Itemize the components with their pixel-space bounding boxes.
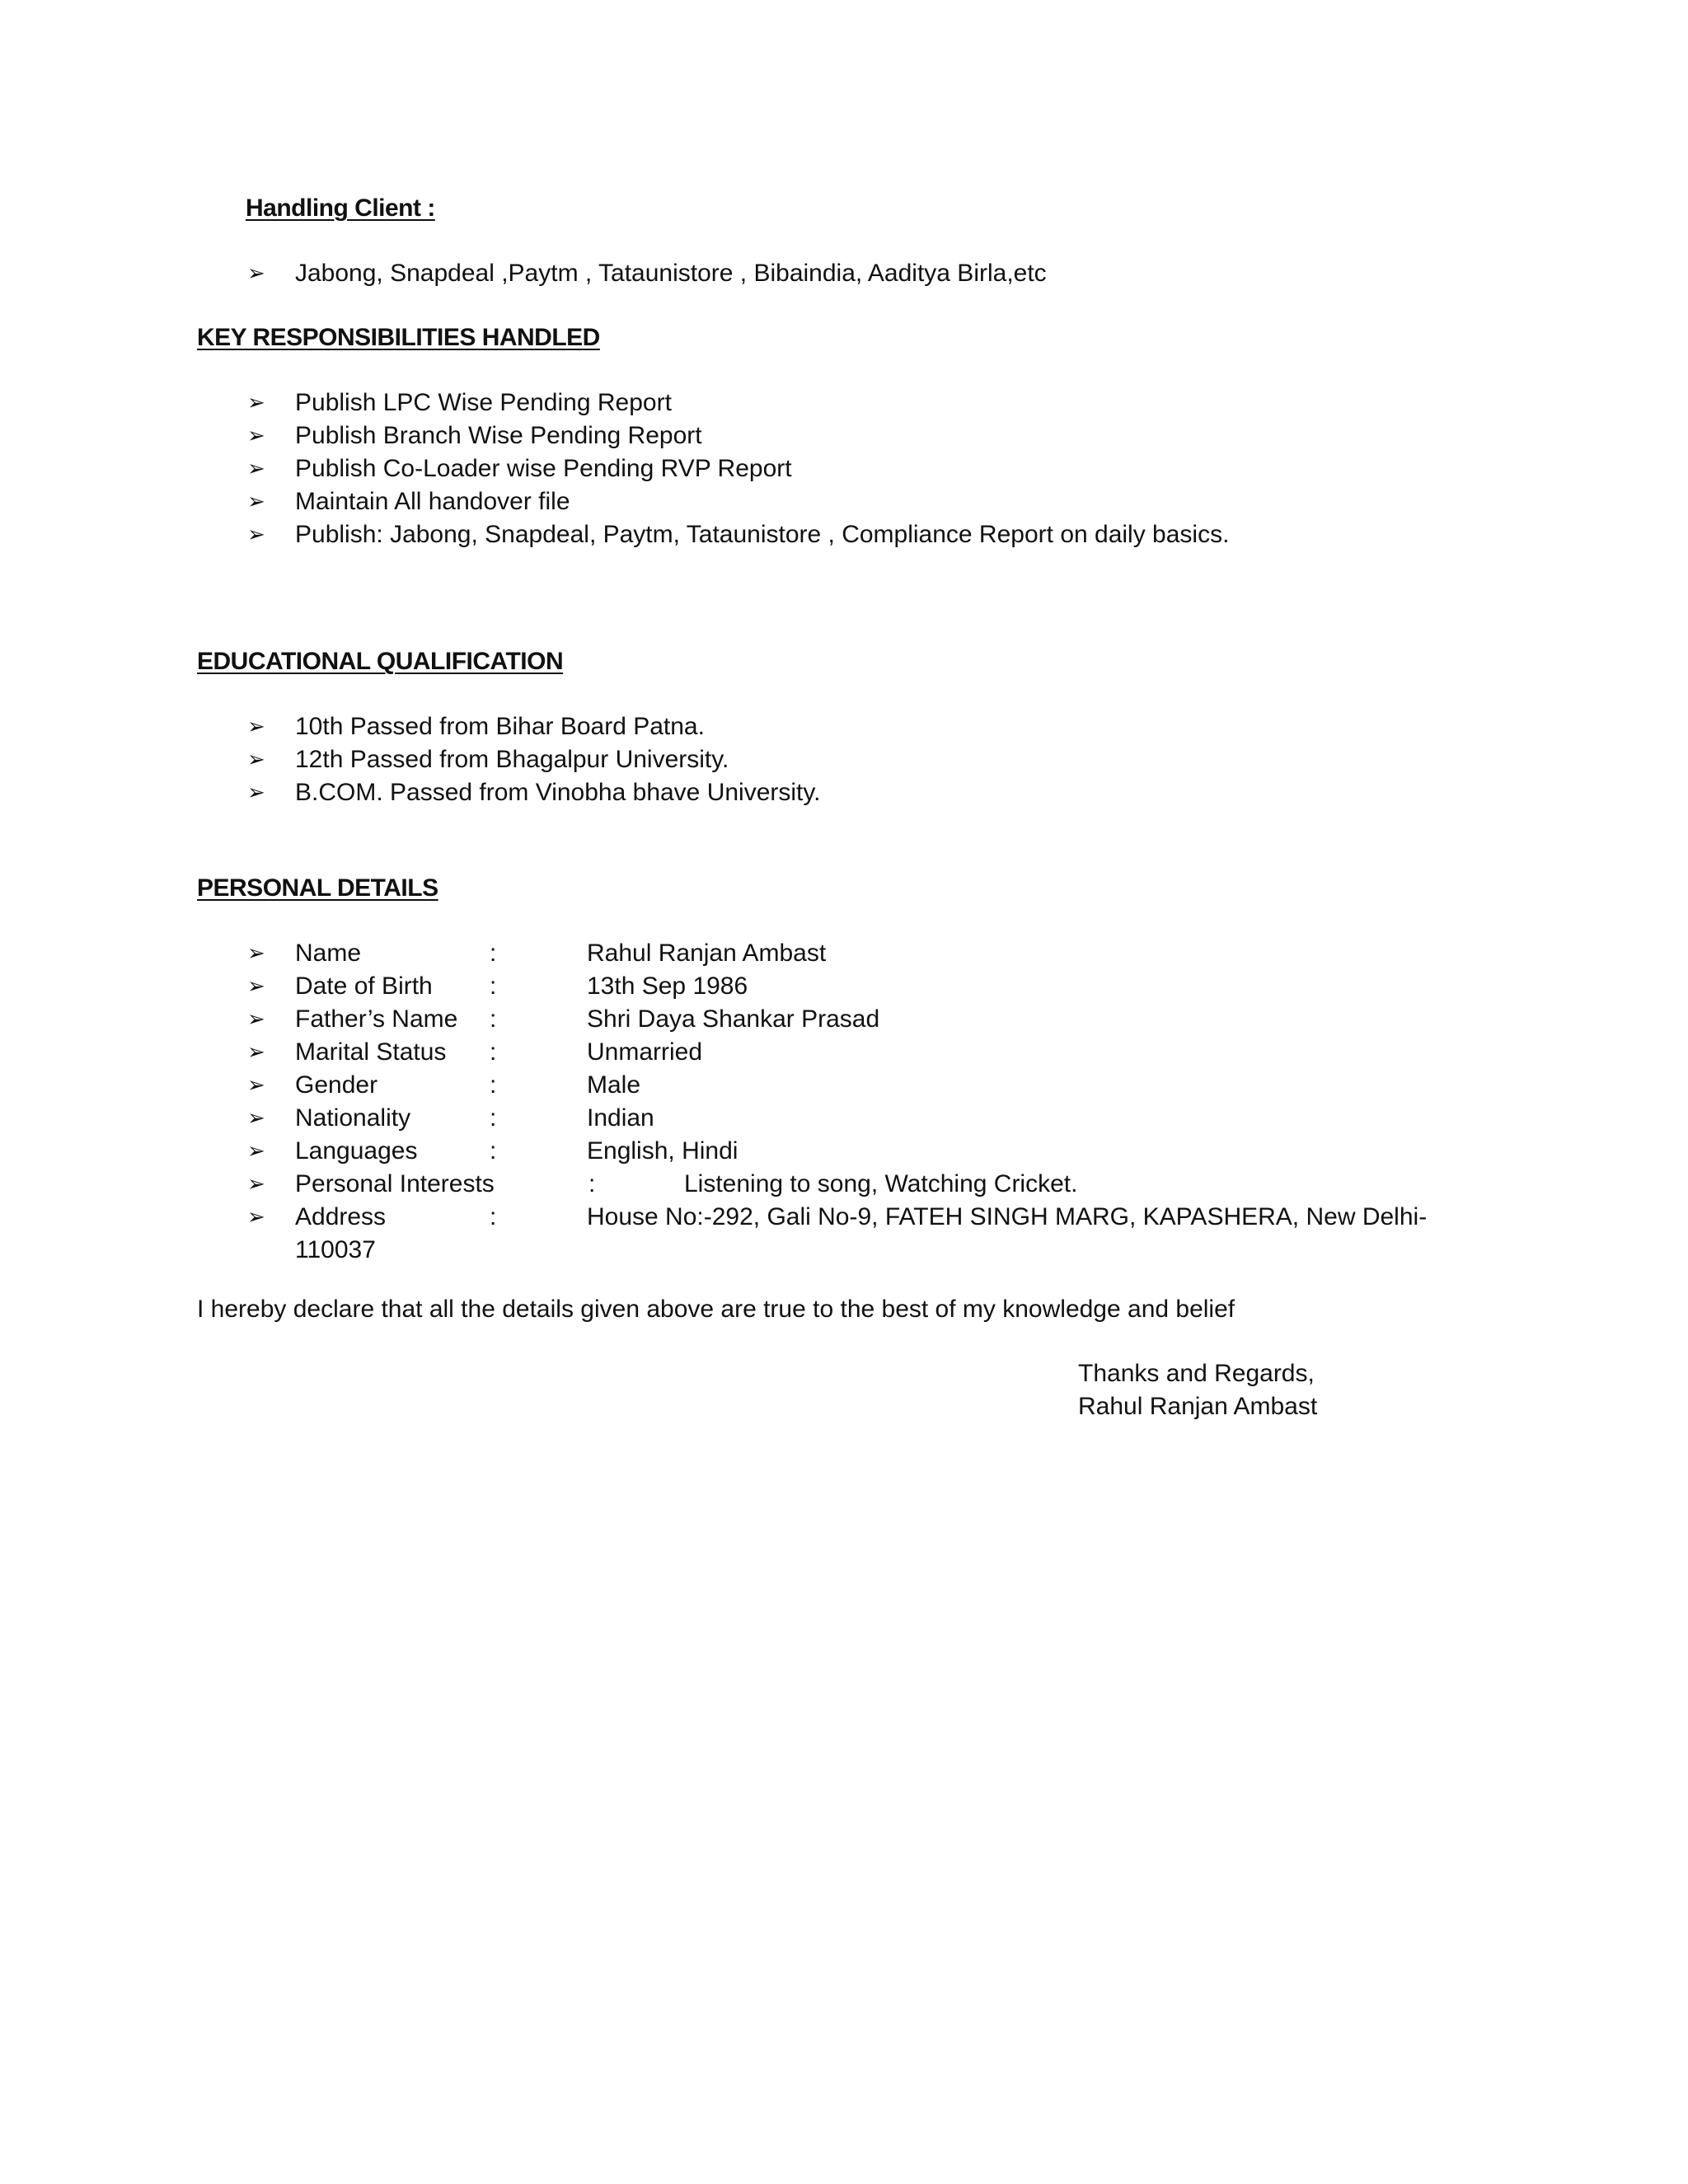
arrow-bullet-icon: ➢ xyxy=(247,941,265,966)
detail-label: Gender xyxy=(295,1071,378,1099)
personal-details-heading: PERSONAL DETAILS xyxy=(197,874,438,902)
responsibility-text: Maintain All handover file xyxy=(295,488,570,515)
qualification-text: 12th Passed from Bhagalpur University. xyxy=(295,746,729,773)
client-names: Jabong, Snapdeal ,Paytm , Tataunistore , Bibaindia, Aaditya Birla,etc xyxy=(295,260,1047,287)
arrow-bullet-icon: ➢ xyxy=(247,261,265,286)
arrow-bullet-icon: ➢ xyxy=(247,1172,265,1197)
detail-value: Male xyxy=(587,1071,641,1099)
detail-separator: : xyxy=(490,1071,497,1099)
key-responsibilities-heading: KEY RESPONSIBILITIES HANDLED xyxy=(197,324,600,351)
arrow-bullet-icon: ➢ xyxy=(247,490,265,514)
detail-label: Address xyxy=(295,1203,387,1230)
detail-value: Shri Daya Shankar Prasad xyxy=(587,1005,880,1033)
declaration-text: I hereby declare that all the details given above are true to the best of my knowledge and belief xyxy=(197,1296,1236,1323)
arrow-bullet-icon: ➢ xyxy=(247,523,265,547)
arrow-bullet-icon: ➢ xyxy=(247,780,265,805)
arrow-bullet-icon: ➢ xyxy=(247,748,265,772)
arrow-bullet-icon: ➢ xyxy=(247,1139,265,1164)
arrow-bullet-icon: ➢ xyxy=(247,1040,265,1065)
arrow-bullet-icon: ➢ xyxy=(247,424,265,448)
detail-separator: : xyxy=(490,972,497,1000)
arrow-bullet-icon: ➢ xyxy=(247,1007,265,1032)
qualification-text: 10th Passed from Bihar Board Patna. xyxy=(295,713,705,740)
detail-value: English, Hindi xyxy=(587,1137,738,1165)
detail-separator: : xyxy=(490,1203,497,1230)
detail-label: Marital Status xyxy=(295,1038,447,1066)
detail-separator: : xyxy=(588,1170,596,1197)
detail-separator: : xyxy=(490,940,497,967)
arrow-bullet-icon: ➢ xyxy=(247,457,265,481)
detail-value: Rahul Ranjan Ambast xyxy=(587,940,827,967)
arrow-bullet-icon: ➢ xyxy=(247,974,265,999)
education-heading: EDUCATIONAL QUALIFICATION xyxy=(197,648,564,675)
address-continuation: 110037 xyxy=(295,1236,376,1263)
detail-label: Nationality xyxy=(295,1104,411,1132)
arrow-bullet-icon: ➢ xyxy=(247,391,265,415)
arrow-bullet-icon: ➢ xyxy=(247,1205,265,1230)
detail-separator: : xyxy=(490,1005,497,1033)
qualification-text: B.COM. Passed from Vinobha bhave University. xyxy=(295,779,821,806)
detail-label: Languages xyxy=(295,1137,418,1165)
detail-value: Listening to song, Watching Cricket. xyxy=(684,1170,1078,1197)
signature-name: Rahul Ranjan Ambast xyxy=(1078,1393,1318,1420)
detail-label: Personal Interests xyxy=(295,1170,495,1197)
detail-value: 13th Sep 1986 xyxy=(587,972,748,1000)
closing-regards: Thanks and Regards, xyxy=(1078,1360,1315,1387)
arrow-bullet-icon: ➢ xyxy=(247,1106,265,1131)
handling-client-heading: Handling Client : xyxy=(246,194,435,222)
detail-label: Father’s Name xyxy=(295,1005,458,1033)
detail-value: Unmarried xyxy=(587,1038,703,1066)
responsibility-text: Publish Co-Loader wise Pending RVP Report xyxy=(295,455,792,482)
arrow-bullet-icon: ➢ xyxy=(247,715,265,739)
responsibility-text: Publish LPC Wise Pending Report xyxy=(295,389,672,416)
responsibility-text: Publish Branch Wise Pending Report xyxy=(295,422,702,449)
detail-value: Indian xyxy=(587,1104,654,1132)
detail-separator: : xyxy=(490,1137,497,1165)
detail-value: House No:-292, Gali No-9, FATEH SINGH MARG, KAPASHERA, New Delhi- xyxy=(587,1203,1428,1230)
detail-separator: : xyxy=(490,1038,497,1066)
detail-label: Name xyxy=(295,940,362,967)
detail-label: Date of Birth xyxy=(295,972,433,1000)
arrow-bullet-icon: ➢ xyxy=(247,1073,265,1098)
responsibility-text: Publish: Jabong, Snapdeal, Paytm, Tataunistore , Compliance Report on daily basics. xyxy=(295,521,1230,548)
detail-separator: : xyxy=(490,1104,497,1132)
